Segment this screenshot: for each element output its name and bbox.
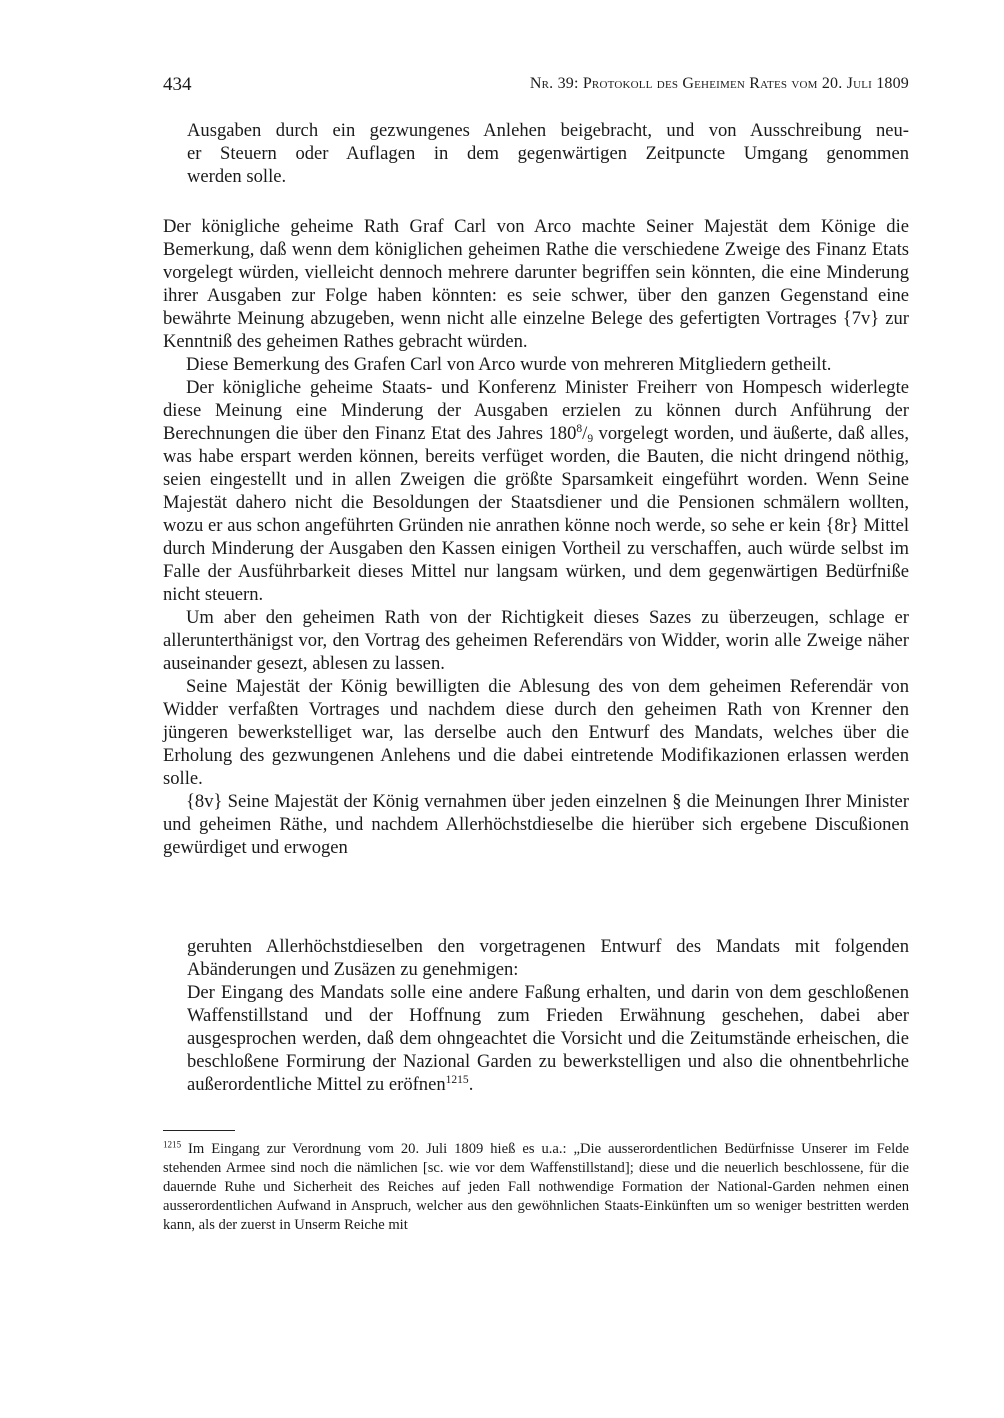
page-header (163, 74, 909, 100)
footnote-reference: 1215 (445, 1074, 469, 1087)
text-run: . (468, 1074, 474, 1095)
quoted-resolution-continuation (187, 119, 909, 188)
text-line: Ausgaben durch ein gezwungenes Anlehen beigebracht, und von Ausschreibung neu- (187, 120, 909, 141)
page-number: 434 (163, 74, 192, 95)
paragraph-arco-remark: Der königliche geheime Rath Graf Carl von Arco machte Seiner Majestät dem Könige die Bemerkung, daß wenn dem königlichen geheimen Rathe die verschiedene Zweige des Finanz Etats vorgelegt würden, vielleicht dennoch mehrere darunter begriffen sein könnten, die eine Minderung ihrer Ausgaben zur Folge haben könnten: es seie schwer, über den ganzen Gegenstand eine bewährte Meinung abzugeben, wenn nicht alle einzelne Belege des gefertigten Vortrages {7v} zur Kenntniß des geheimen Rathes gebracht würden. (163, 216, 909, 352)
paragraph-king-hears-opinions: {8v} Seine Majestät der König vernahmen über jeden einzelnen § die Meinungen Ihrer Minister und geheimen Räthe, und nachdem Allerhöchstdieselbe die hierüber sich ergebene Discußionen gewürdiget und erwogen (163, 791, 909, 858)
footnotes (163, 1140, 909, 1235)
paragraph-members-agree: Diese Bemerkung des Grafen Carl von Arco wurde von mehreren Mitgliedern getheilt. (186, 354, 832, 375)
footnote-separator (163, 1130, 235, 1131)
footnote-mark: 1215 (163, 1139, 182, 1150)
fraction-denominator: 9 (587, 432, 594, 445)
paragraph-resolution-intro: geruhten Allerhöchstdieselben den vorgetragenen Entwurf des Mandats mit folgenden Abänderungen und Zusäzen zu genehmigen: (187, 936, 909, 980)
text-run: Der königliche geheime Staats- und Konferenz Minister Freiherr von Hompesch widerlegte diese Meinung eine Minderung der Ausgaben erzielen zu können durch Anführung der Berechnungen die über den Finanz Etat des Jahres 180 (163, 377, 909, 444)
paragraph-king-approves-reading: Seine Majestät der König bewilligten die Ablesung des von dem geheimen Referendär von Widder verfaßten Vortrages und nachdem diese durch den geheimen Rath von Krenner den jüngeren bewerkstelliget war, las derselbe auch den Entwurf des Mandats, welches über die Erholung des gezwungenen Anlehens und die dabei eintretende Modifikazionen erlassen werden solle. (163, 676, 909, 789)
text-line: er Steuern oder Auflagen in dem gegenwärtigen Zeitpuncte Umgang genommen (187, 143, 909, 164)
text-run: Der Eingang des Mandats solle eine andere Faßung erhalten, und darin von dem geschloßenen Waffenstillstand und der Hoffnung zum Frieden Erwähnung geschehen, dabei aber ausgesprochen werden, daß dem ohngeachtet die Vorsicht und die Zeitumstände erheischen, die beschloßene Formirung der Nazional Garden zu bewerkstelligen und also die ohnentbehrliche außerordentliche Mittel zu eröfnen (187, 982, 909, 1095)
running-title: Nr. 39: Protokoll des Geheimen Rates vom 20. Juli 1809 (529, 75, 909, 92)
quoted-resolution (187, 935, 909, 1096)
paragraph-widder-proposal: Um aber den geheimen Rath von der Richtigkeit dieses Sazes zu überzeugen, schlage er allerunterthänigst vor, den Vortrag des geheimen Referendärs von Widder, worin alle Zweige näher auseinander gesezt, ablesen zu lassen. (163, 607, 909, 674)
footnote-text: Im Eingang zur Verordnung vom 20. Juli 1809 hieß es u.a.: „Die ausserordentlichen Bedürfnisse Unserer im Felde stehenden Armee sind noch die nämlichen [sc. wie vor dem Waffenstillstand]; diese und die neuerlich beschlossene, für die dauernde Ruhe und Sicherheit des Reiches auf jeden Fall nothwendige Formation der National-Garden nehmen einen ausserordentlichen Aufwand in Anspruch, welcher aus den gewöhnlichen Staats-Einkünften um so weniger bestritten werden kann, als der zuerst in Unserm Reiche mit (163, 1141, 909, 1233)
text-line: werden solle. (187, 166, 287, 187)
fraction-numerator: 8 (576, 423, 583, 436)
fraction-slash: / (582, 423, 588, 444)
paragraph-resolution-mandate (187, 981, 909, 1096)
footnote (163, 1140, 909, 1235)
protocol-body (163, 215, 909, 859)
paragraph-hompesch-rebuttal (163, 376, 909, 606)
text-run: vorgelegt worden, und äußerte, daß alles, was habe erspart werden können, bereits verfüget worden, die Bauten, die nicht dringend nöthig, seien eingestellt und in allen Zweigen die größte Sparsamkeit eingeführt worden. Wenn Seine Majestät dahero nicht die Besoldungen der Staatsdiener und die Pensionen schmälern wollten, wozu er aus schon angeführten Gründen nie anrathen könne noch werde, so sehe er kein {8r} Mittel durch Minderung der Ausgaben den Kassen einigen Vortheil zu verschaffen, auch würde selbst im Falle der Ausführbarkeit dieses Mittel nur langsam würken, und dem gegenwärtigen Bedürfniße nicht steuern. (163, 423, 909, 605)
